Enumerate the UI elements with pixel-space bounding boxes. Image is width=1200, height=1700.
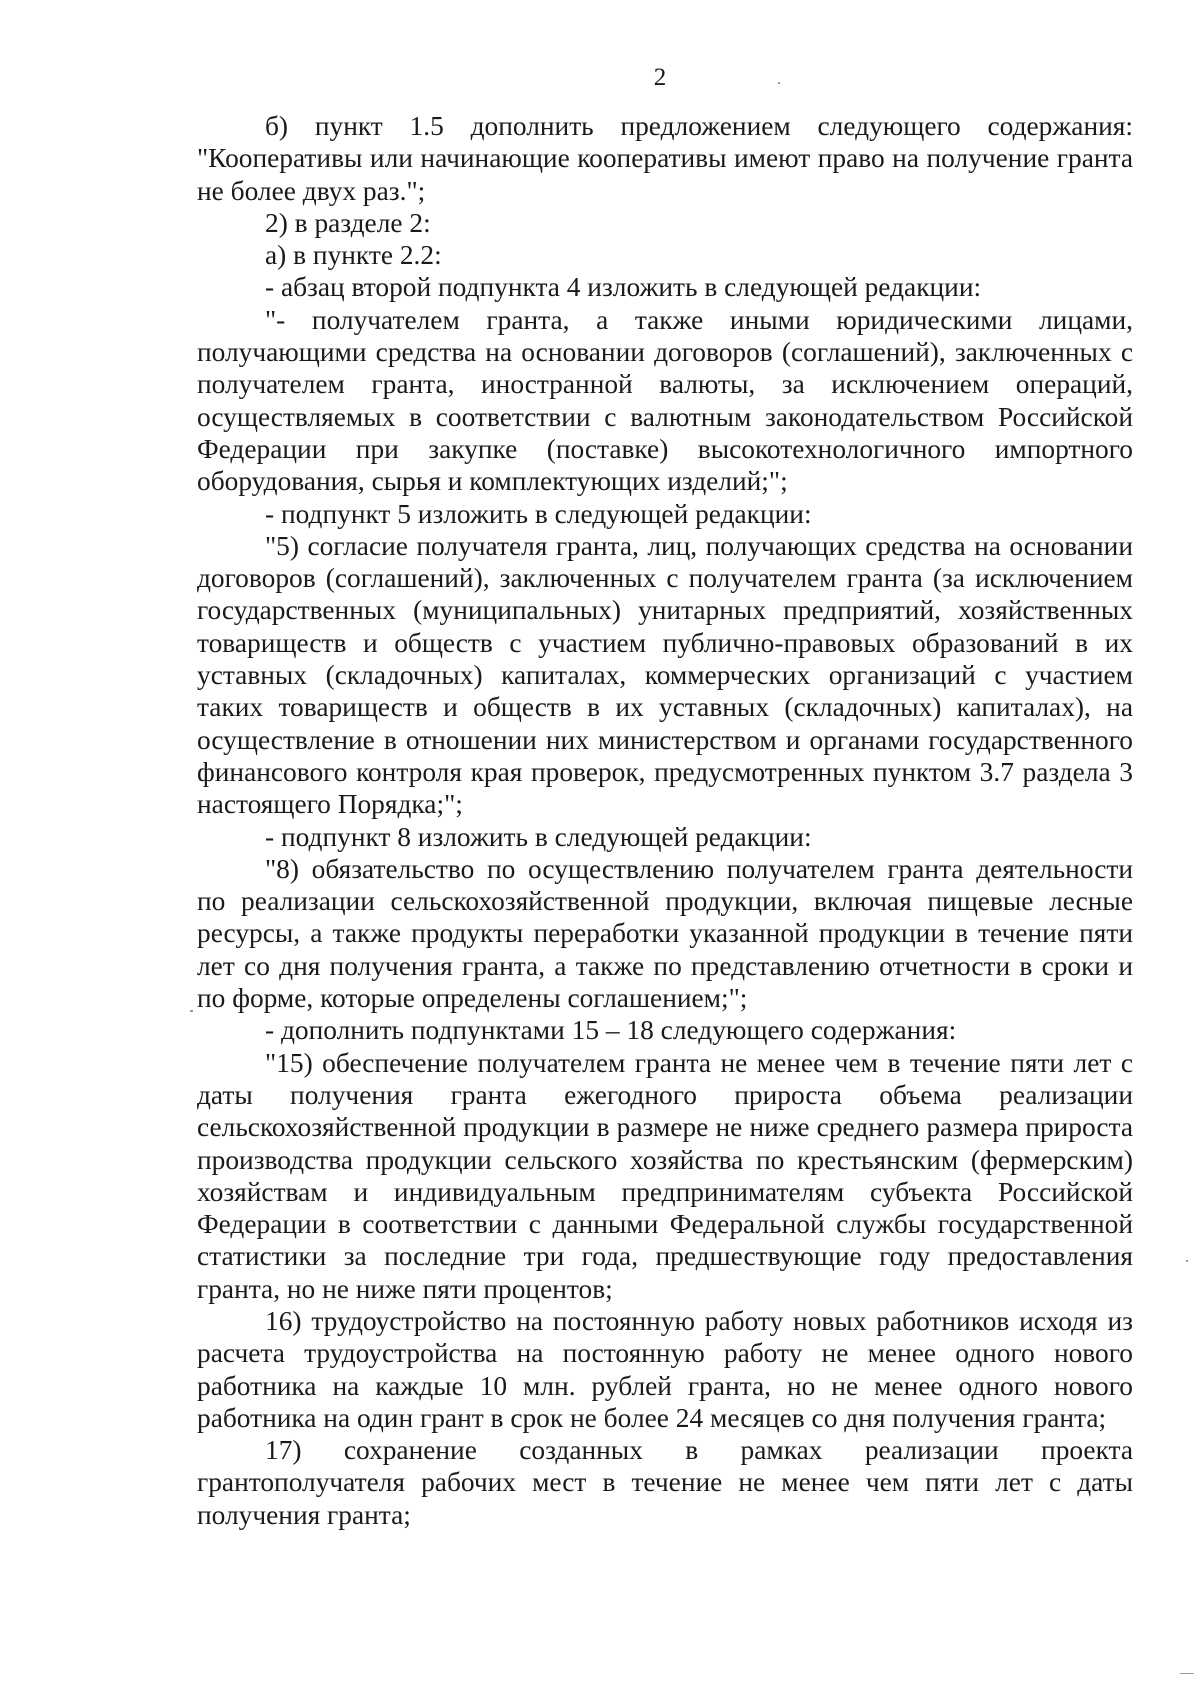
paragraph-item-b: б) пункт 1.5 дополнить предложением следующего содержания: "Кооперативы или начинающие кооперативы имеют право на получение гранта не более двух раз."; (197, 111, 1133, 206)
document-body (197, 110, 1133, 1531)
paragraph-subpoint-5-text: "5) согласие получателя гранта, лиц, получающих средства на основании договоров (соглашений), заключенных с получателем гранта (за исключением государственных (муниципальных) унитарных предприятий, хозяйственных товариществ и обществ с участием публично-правовых образований в их уставных (складочных) капиталах, коммерческих организаций с участием таких товариществ и обществ в их уставных (складочных) капиталах), на осуществление в отношении них министерством и органами государственного финансового контроля края проверок, предусмотренных пунктом 3.7 раздела 3 настоящего Порядка;"; (197, 530, 1133, 820)
paragraph-subpoint-16: 16) трудоустройство на постоянную работу новых работников исходя из расчета трудоустройства на постоянную работу не менее одного нового работника на каждые 10 млн. рублей гранта, но не менее одного нового работника на один грант в срок не более 24 месяцев со дня получения гранта; (197, 1305, 1133, 1433)
scan-dot-left (190, 1010, 193, 1012)
paragraph-subpoint-4-text: "- получателем гранта, а также иными юридическими лицами, получающими средства на основании договоров (соглашений), заключенных с получателем гранта, иностранной валюты, за исключением операций, осуществляемых в соответствии с валютным законодательством Российской Федерации при закупке (поставке) высокотехнологичного импортного оборудования, сырья и комплектующих изделий;"; (197, 304, 1133, 497)
page-number: 2 (653, 64, 667, 91)
paragraph-subpoint-5-intro: - подпункт 5 изложить в следующей редакции: (265, 498, 812, 529)
scan-dot-top (778, 82, 780, 84)
paragraph-subpoint-17: 17) сохранение созданных в рамках реализации проекта грантополучателя рабочих мест в течение не менее чем пяти лет с даты получения гранта; (197, 1435, 1133, 1530)
scan-dash-bottom-right (1180, 1673, 1194, 1674)
paragraph-subpoint-8-text: "8) обязательство по осуществлению получателем гранта деятельности по реализации сельскохозяйственной продукции, включая пищевые лесные ресурсы, а также продукты переработки указанной продукции в течение пяти лет со дня получения гранта, а также по представлению отчетности в сроки и по форме, которые определены соглашением;"; (197, 853, 1133, 1014)
paragraph-subpoint-8-intro: - подпункт 8 изложить в следующей редакции: (265, 821, 812, 852)
paragraph-subpoints-15-18-intro: - дополнить подпунктами 15 – 18 следующего содержания: (265, 1015, 957, 1046)
paragraph-section-2: 2) в разделе 2: (265, 207, 431, 238)
scan-dot-right (1186, 1260, 1188, 1262)
paragraph-point-2-2: а) в пункте 2.2: (265, 240, 442, 271)
paragraph-subpoint-15: "15) обеспечение получателем гранта не менее чем в течение пяти лет с даты получения гранта ежегодного прироста объема реализации сельскохозяйственной продукции в размере не ниже среднего размера прироста производства продукции сельского хозяйства по крестьянским (фермерским) хозяйствам и индивидуальным предпринимателям субъекта Российской Федерации в соответствии с данными Федеральной службы государственной статистики за последние три года, предшествующие году предоставления гранта, но не ниже пяти процентов; (197, 1047, 1133, 1304)
paragraph-subpoint-4-intro: - абзац второй подпункта 4 изложить в следующей редакции: (265, 272, 982, 303)
